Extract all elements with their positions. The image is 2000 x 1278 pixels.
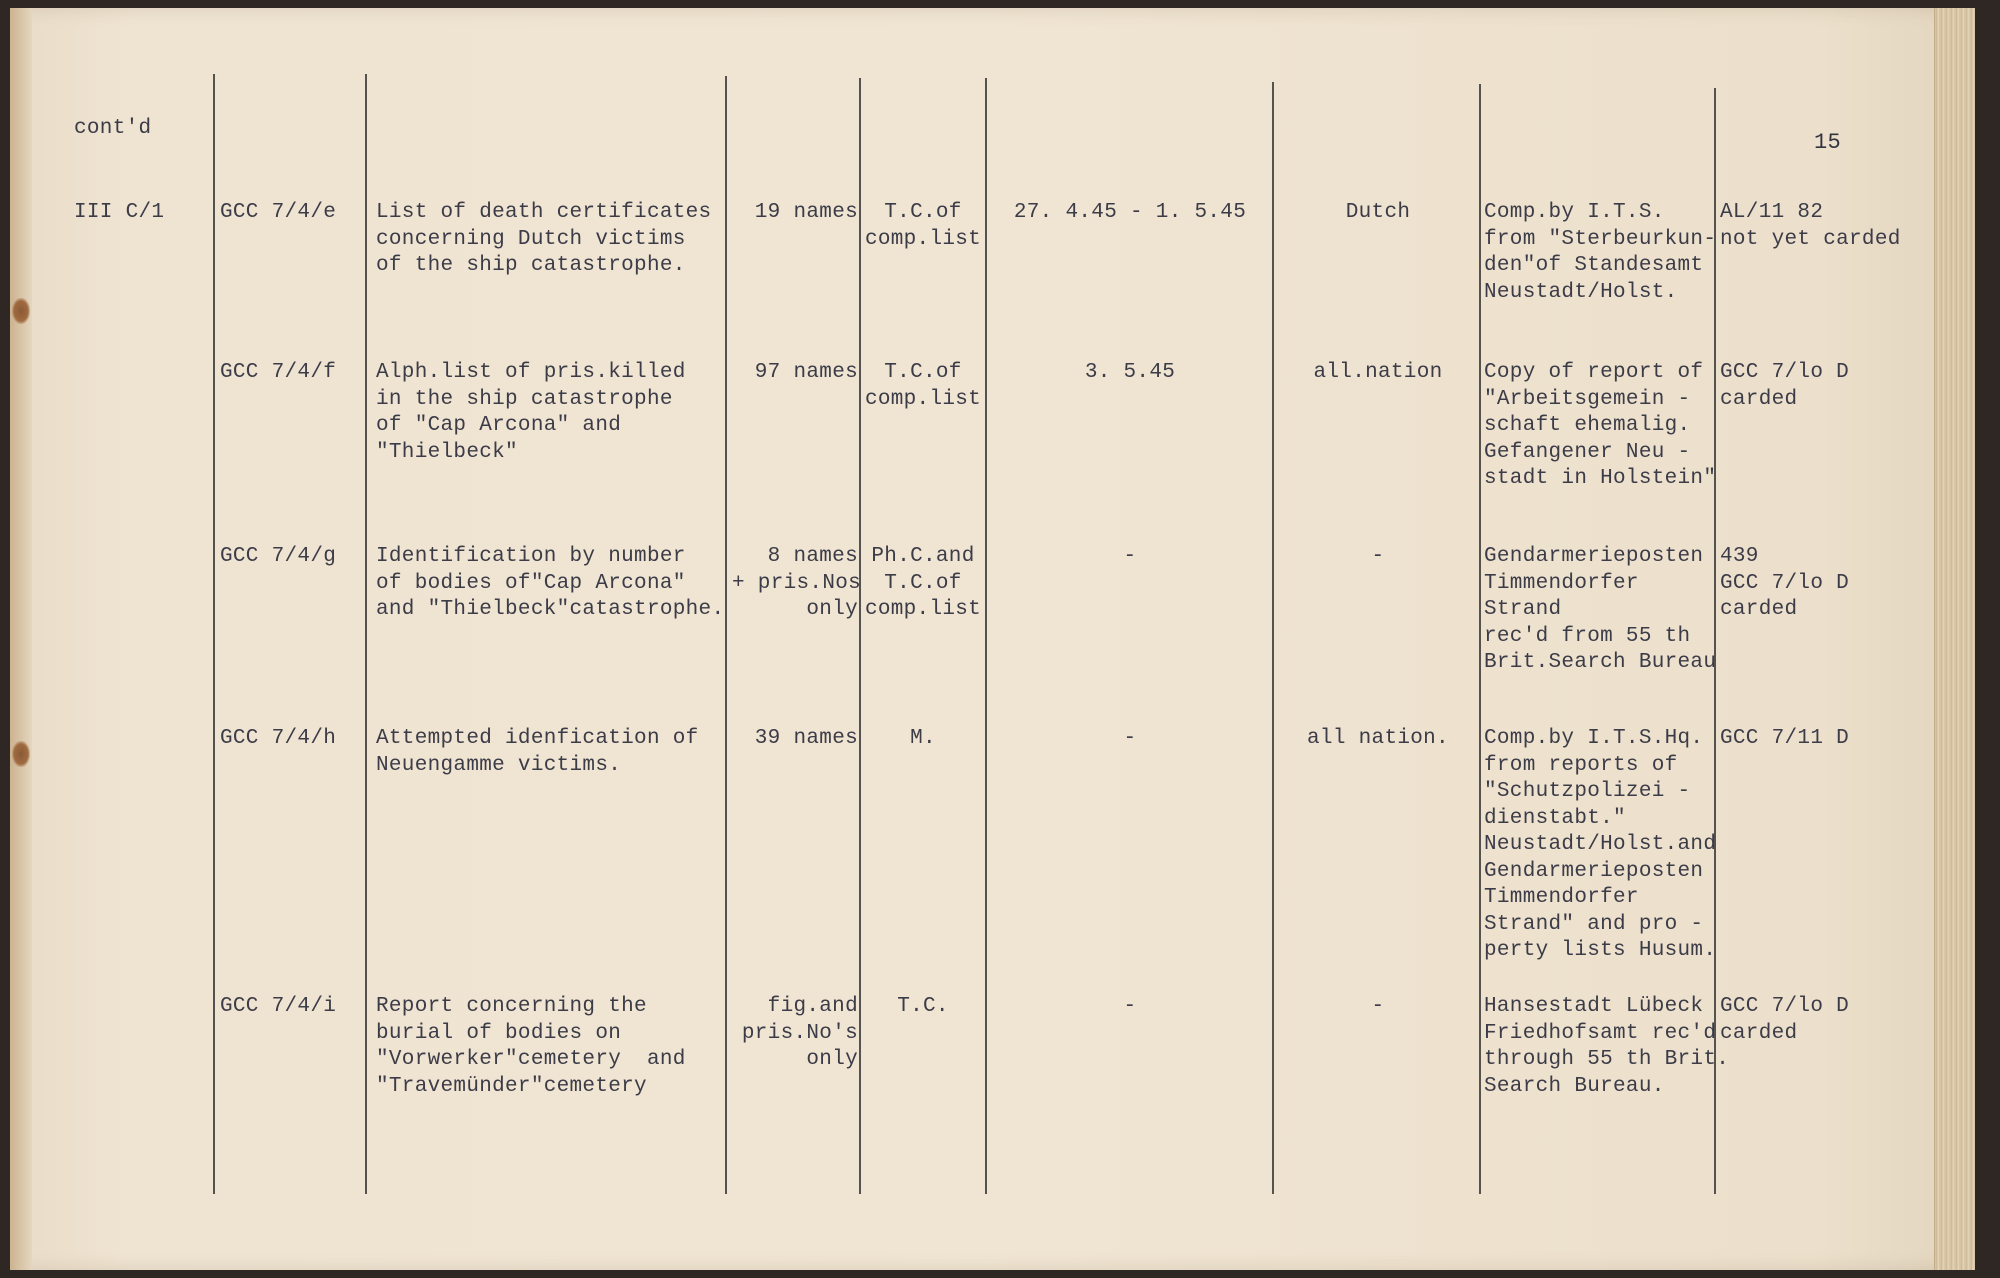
row-1-nationality [1280,200,1476,227]
row-3-type [862,544,984,624]
date-line: - [1123,995,1137,1018]
source-line: Search Bureau. [1484,1074,1665,1098]
quantity-line: + pris.Nos [732,571,862,595]
source-line: den"of Standesamt [1484,254,1704,277]
remarks-line: carded [1720,387,1798,411]
description-line: and "Thielbeck"catastrophe. [376,598,725,621]
remarks-line: GCC 7/lo D [1720,571,1850,595]
row-2-date [995,360,1265,387]
source-line: stadt in Holstein" [1484,467,1717,490]
column-rule [213,74,215,1194]
source-line: Neustadt/Holst.and [1484,833,1717,856]
remarks-line: 439 [1720,545,1759,568]
description-line: of "Cap Arcona" and [376,414,622,437]
column-rule [1479,84,1481,1194]
row-1-remarks [1720,200,1960,253]
ref-line: GCC 7/4/f [220,361,337,384]
row-3-description [376,544,726,624]
row-3-remarks [1720,544,1960,624]
row-2-ref [220,360,360,387]
ref-line: GCC 7/4/i [220,995,337,1018]
type-line: M. [910,727,936,750]
row-5-ref [220,994,360,1021]
remarks-line: GCC 7/11 D [1720,727,1850,750]
remarks-line: carded [1720,598,1798,621]
row-1-quantity [732,200,858,227]
continued-label: cont'd [74,117,152,140]
row-3-nationality [1280,544,1476,571]
page-number: 15 [1814,130,1842,155]
ref-line: GCC 7/4/g [220,545,337,568]
type-line: T.C.of [884,571,962,595]
remarks-line: GCC 7/lo D [1720,995,1850,1018]
ref-line: GCC 7/4/e [220,201,337,224]
quantity-line: pris.No's [741,1021,858,1045]
remarks-line: GCC 7/lo D [1720,361,1850,384]
quantity-line: 8 names [767,545,858,568]
row-5-source [1484,994,1730,1100]
row-4-type [862,726,984,753]
type-line: comp.list [864,598,982,621]
binding-stitch [12,298,30,324]
quantity-line: fig.and [767,995,858,1018]
row-2-remarks [1720,360,1960,413]
row-4-remarks [1720,726,1960,753]
nationality-line: - [1371,995,1385,1018]
row-5-type [862,994,984,1021]
source-line: Copy of report of [1484,361,1704,384]
description-line: "Travemünder"cemetery [376,1074,647,1098]
type-line: comp.list [864,227,982,251]
description-line: "Vorwerker"cemetery and [376,1048,686,1071]
column-rule [859,78,861,1194]
date-line: - [1123,545,1137,568]
description-line: concerning Dutch victims [376,227,686,251]
row-5-remarks [1720,994,1960,1047]
ledger-page [10,8,1975,1270]
nationality-line: all.nation [1313,361,1443,384]
date-line: 3. 5.45 [1084,361,1176,384]
source-line: Neustadt/Holst. [1484,280,1678,304]
remarks-line: AL/11 82 [1720,201,1824,224]
row-1-date [995,200,1265,227]
description-line: of the ship catastrophe. [376,254,686,277]
source-line: Gefangener Neu - [1484,440,1691,464]
section-code: III C/1 [74,201,165,224]
nationality-line: Dutch [1345,201,1411,224]
description-line: Neuengamme victims. [376,753,622,777]
row-3-ref [220,544,360,571]
description-line: Report concerning the [376,995,647,1018]
source-line: from reports of [1484,753,1678,777]
source-line: Strand" and pro - [1484,912,1704,936]
row-4-quantity [732,726,858,753]
row-3-source [1484,544,1717,677]
row-2-nationality [1280,360,1476,387]
source-line: Brit.Search Bureau [1484,651,1717,674]
row-5-date [995,994,1265,1021]
type-line: Ph.C.and [871,545,975,568]
quantity-line: 39 names [754,727,858,750]
description-line: Alph.list of pris.killed [376,361,686,384]
source-line: Timmendorfer [1484,886,1639,909]
source-line: "Arbeitsgemein - [1484,387,1691,411]
column-rule [365,74,367,1194]
source-line: Friedhofsamt rec'd [1484,1021,1717,1045]
type-line: comp.list [864,387,982,411]
type-line: T.C.of [884,361,962,384]
column-rule [985,78,987,1194]
row-2-source [1484,360,1717,493]
row-2-type [862,360,984,413]
description-line: burial of bodies on [376,1021,622,1045]
source-line: Timmendorfer [1484,571,1639,595]
row-5-quantity [732,994,858,1074]
ref-line: GCC 7/4/h [220,727,337,750]
date-line: 27. 4.45 - 1. 5.45 [1013,201,1247,224]
source-line: Gendarmerieposten [1484,545,1704,568]
quantity-line: 19 names [754,201,858,224]
source-line: dienstabt." [1484,806,1626,830]
book-binding [10,8,32,1270]
row-1-description [376,200,726,280]
row-4-date [995,726,1265,753]
source-line: schaft ehemalig. [1484,414,1691,437]
description-line: List of death certificates [376,201,712,224]
source-line: Strand [1484,598,1562,621]
type-line: T.C. [897,995,949,1018]
row-5-description [376,994,726,1100]
quantity-line: 97 names [754,361,858,384]
row-4-description [376,726,726,779]
row-3-date [995,544,1265,571]
row-1-type [862,200,984,253]
nationality-line: - [1371,545,1385,568]
date-line: - [1123,727,1137,750]
description-line: "Thielbeck" [376,440,518,464]
remarks-line: carded [1720,1021,1798,1045]
row-3-quantity [732,544,862,624]
type-line: T.C.of [884,201,962,224]
remarks-line: not yet carded [1720,227,1901,251]
source-line: Hansestadt Lübeck [1484,995,1704,1018]
source-line: rec'd from 55 th [1484,624,1691,648]
row-1-ref [220,200,360,227]
row-2-description [376,360,726,466]
column-rule [1272,82,1274,1194]
row-4-ref [220,726,360,753]
source-line: from "Sterbeurkun- [1484,227,1717,251]
row-2-quantity [732,360,858,387]
description-line: Identification by number [376,545,686,568]
source-line: "Schutzpolizei - [1484,780,1691,803]
description-line: in the ship catastrophe [376,387,673,411]
row-4-nationality [1280,726,1476,753]
quantity-line: only [806,1048,858,1071]
page-edges [1934,8,1975,1270]
source-line: Comp.by I.T.S.Hq. [1484,727,1704,750]
binding-stitch [12,741,30,767]
description-line: Attempted idenfication of [376,727,699,750]
description-line: of bodies of"Cap Arcona" [376,571,686,595]
quantity-line: only [806,598,858,621]
row-4-source [1484,726,1717,965]
source-line: Comp.by I.T.S. [1484,201,1665,224]
row-5-nationality [1280,994,1476,1021]
source-line: through 55 th Brit. [1484,1048,1730,1071]
nationality-line: all nation. [1307,727,1449,750]
source-line: perty lists Husum. [1484,939,1717,962]
source-line: Gendarmerieposten [1484,859,1704,883]
row-1-source [1484,200,1717,306]
